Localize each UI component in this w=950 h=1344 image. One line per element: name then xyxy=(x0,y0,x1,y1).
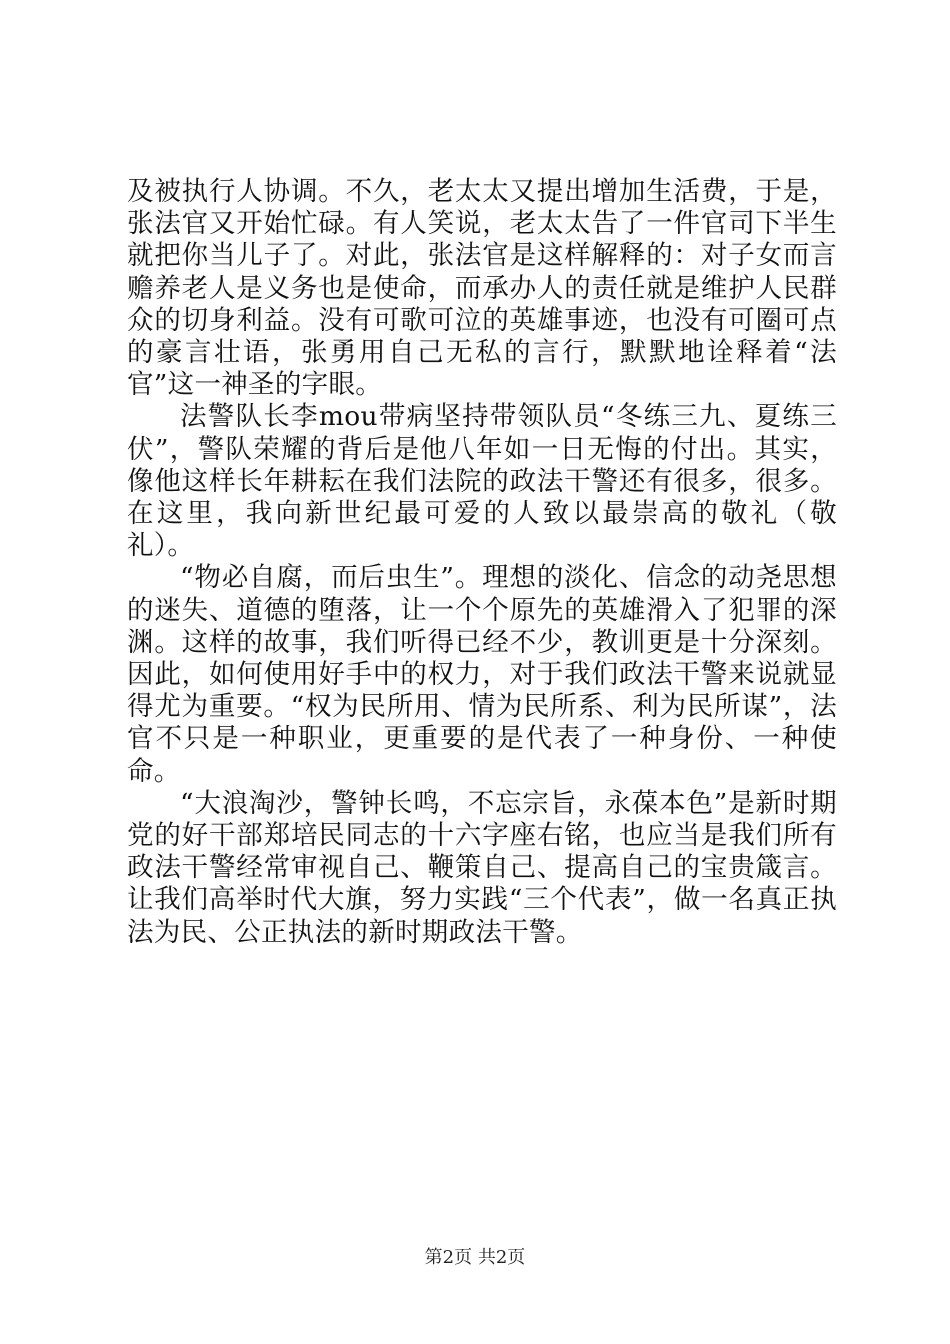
paragraph: 及被执行人协调。不久，老太太又提出增加生活费，于是，张法官又开始忙碌。有人笑说，老太太告了一件官司下半生就把你当儿子了。对此，张法官是这样解释的：对子女而言赡养老人是义务也是使命，而承办人的责任就是维护人民群众的切身利益。没有可歌可泣的英雄事迹，也没有可圈可点的豪言壮语，张勇用自己无私的言行，默默地诠释着“法官”这一神圣的字眼。 xyxy=(127,176,837,401)
paragraph: “物必自腐，而后虫生”。理想的淡化、信念的动尧思想的迷失、道德的堕落，让一个个原先的英雄滑入了犯罪的深渊。这样的故事，我们听得已经不少，教训更是十分深刻。因此，如何使用好手中的权力，对于我们政法干警来说就显得尤为重要。“权为民所用、情为民所系、利为民所谋”，法官不只是一种职业，更重要的是代表了一种身份、一种使命。 xyxy=(127,562,837,787)
body-text xyxy=(127,176,837,949)
paragraph: “大浪淘沙，警钟长鸣，不忘宗旨，永葆本色”是新时期党的好干部郑培民同志的十六字座右铭，也应当是我们所有政法干警经常审视自己、鞭策自己、提高自己的宝贵箴言。让我们高举时代大旗，努力实践“三个代表”，做一名真正执法为民、公正执法的新时期政法干警。 xyxy=(127,787,837,948)
page-footer: 第2页 共2页 xyxy=(424,1247,526,1268)
paragraph: 法警队长李mou带病坚持带领队员“冬练三九、夏练三伏”，警队荣耀的背后是他八年如一日无悔的付出。其实，像他这样长年耕耘在我们法院的政法干警还有很多，很多。在这里，我向新世纪最可爱的人致以最崇高的敬礼（敬礼）。 xyxy=(127,401,837,562)
